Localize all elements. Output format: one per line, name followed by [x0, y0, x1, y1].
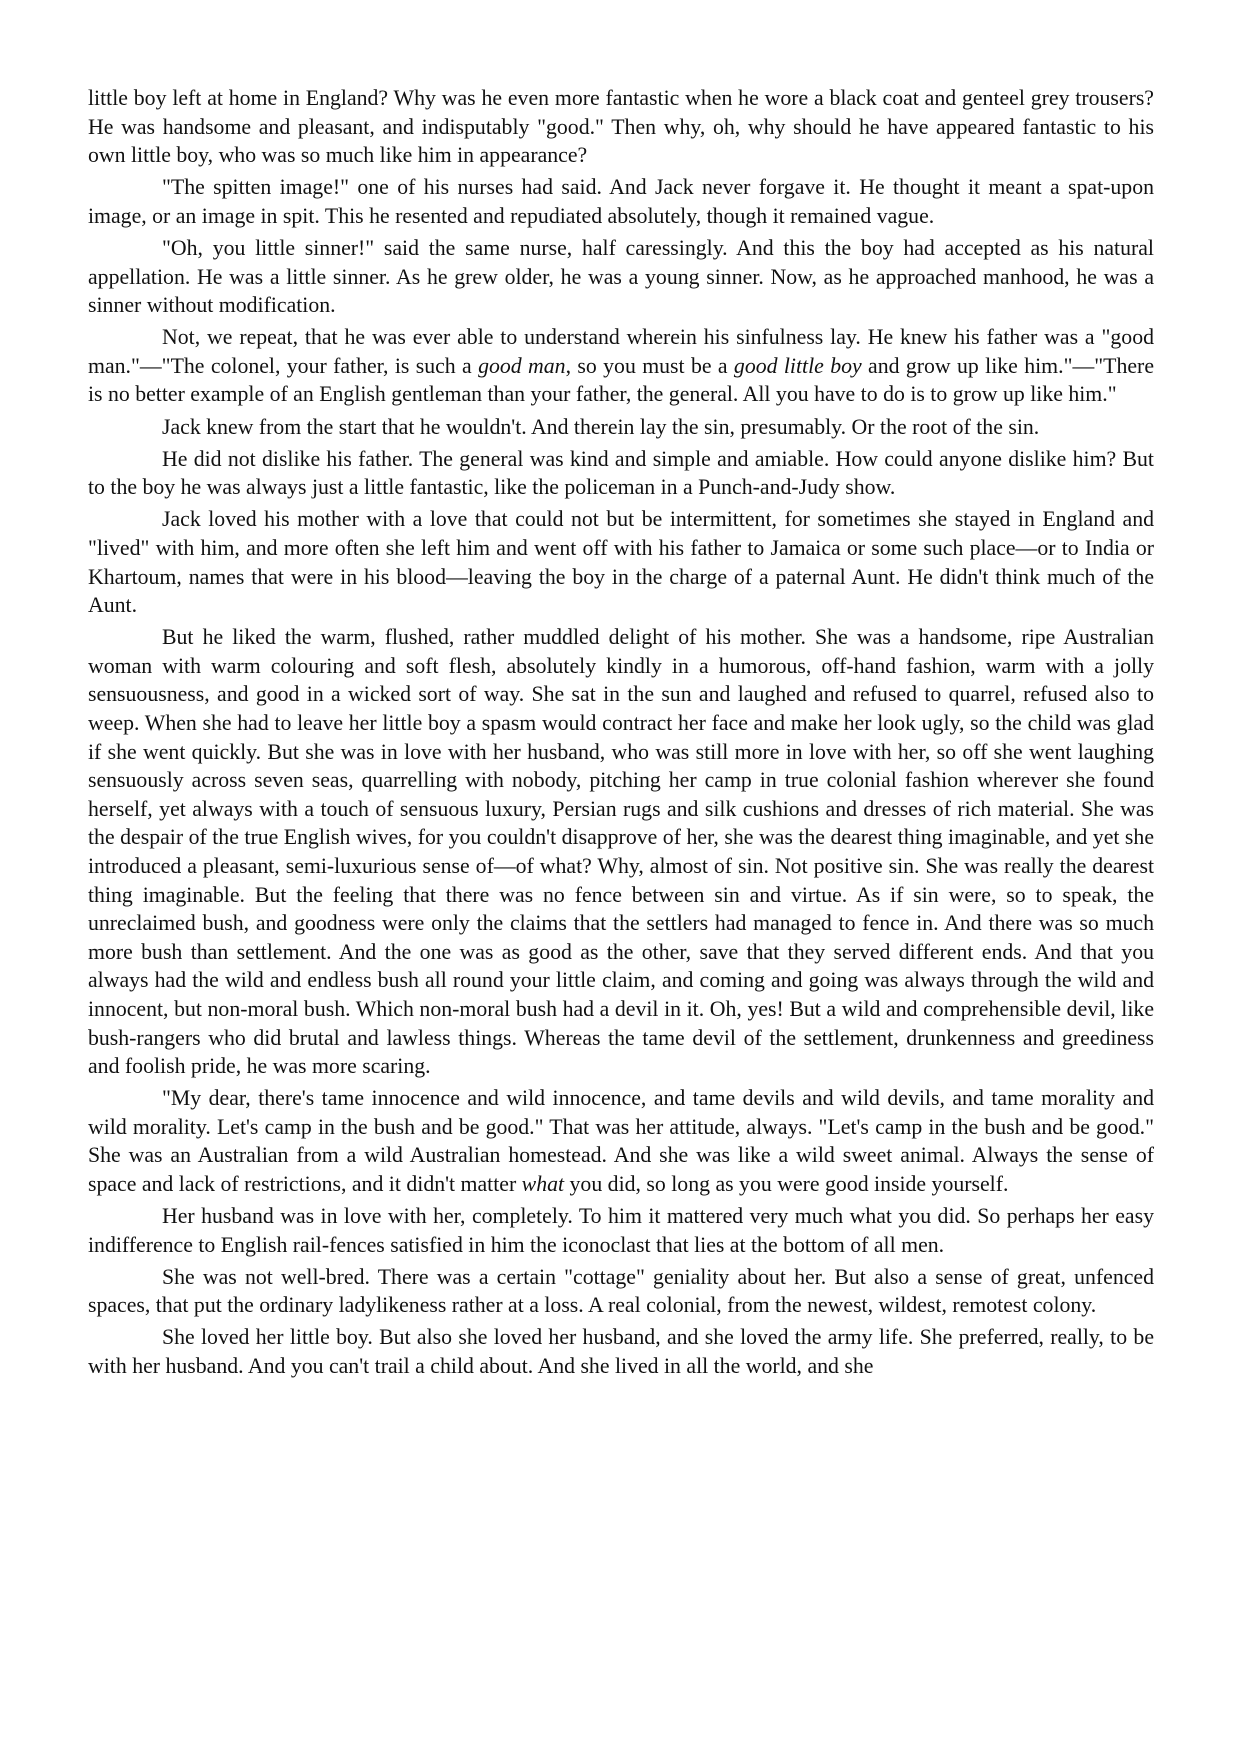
paragraph-7: Jack loved his mother with a love that could not but be intermittent, for sometimes she stayed in England and "lived" with him, and more often she left him and went off with his father to Jamaica or some such place—or to India or Khartoum, names that were in his blood—leaving the boy in the charge of a paternal Aunt. He didn't think much of the Aunt.	[88, 507, 1154, 618]
paragraph-9: "My dear, there's tame innocence and wild innocence, and tame devils and wild devils, and tame morality and wild morality. Let's camp in the bush and be good." That was her attitude, always. "Let's camp in the bush and be good." She was an Australian from a wild Australian homestead. And she was like a wild sweet animal. Always the sense of space and lack of restrictions, and it didn't matter what you did, so long as you were good inside yourself.	[88, 1086, 1154, 1196]
italic-good-little-boy: good little boy	[733, 353, 862, 378]
paragraph-4: Not, we repeat, that he was ever able to understand wherein his sinfulness lay. He knew his father was a "good man."—"The colonel, your father, is such a good man, so you must be a good little boy and grow up like him."—"There is no better example of an English gentleman than your father, the general. All you have to do is to grow up like him."	[88, 325, 1154, 407]
paragraph-1: little boy left at home in England? Why was he even more fantastic when he wore a black coat and genteel grey trousers? He was handsome and pleasant, and indisputably "good." Then why, oh, why should he have appeared fantastic to his own little boy, who was so much like him in appearance?	[88, 86, 1154, 168]
paragraph-3: "Oh, you little sinner!" said the same nurse, half caressingly. And this the boy had accepted as his natural appellation. He was a little sinner. As he grew older, he was a young sinner. Now, as he approached manhood, he was a sinner without modification.	[88, 235, 1154, 318]
paragraph-5: Jack knew from the start that he wouldn't. And therein lay the sin, presumably. Or the root of the sin.	[162, 414, 1040, 439]
paragraph-10: Her husband was in love with her, completely. To him it mattered very much what you did. So perhaps her easy indifference to English rail-fences satisfied in him the iconoclast that lies at the bottom of all men.	[88, 1204, 1154, 1257]
page-body	[88, 84, 1154, 1384]
paragraph-11: She was not well-bred. There was a certain "cottage" geniality about her. But also a sense of great, unfenced spaces, that put the ordinary ladylikeness rather at a loss. A real colonial, from the newest, wildest, remotest colony.	[88, 1264, 1154, 1318]
paragraph-8: But he liked the warm, flushed, rather muddled delight of his mother. She was a handsome, ripe Australian woman with warm colouring and soft flesh, absolutely kindly in a humorous, off-hand fashion, warm with a jolly sensuousness, and good in a wicked sort of way. She sat in the sun and laughed and refused to quarrel, refused also to weep. When she had to leave her little boy a spasm would contract her face and make her look ugly, so the child was glad if she went quickly. But she was in love with her husband, who was still more in love with her, so off she went laughing sensuously across seven seas, quarrelling with nobody, pitching her camp in true colonial fashion wherever she found herself, yet always with a touch of sensuous luxury, Persian rugs and silk cushions and dresses of rich material. She was the despair of the true English wives, for you couldn't disapprove of her, she was the dearest thing imaginable, and yet she introduced a pleasant, semi-luxurious sense of—of what? Why, almost of sin. Not positive sin. She was really the dearest thing imaginable. But the feeling that there was no fence between sin and virtue. As if sin were, so to speak, the unreclaimed bush, and goodness were only the claims that the settlers had managed to fence in. And there was so much more bush than settlement. And the one was as good as the other, save that they served different ends. And that you always had the wild and endless bush all round your little claim, and coming and going was always through the wild and innocent, but non-moral bush. Which non-moral bush had a devil in it. Oh, yes! But a wild and comprehensible devil, like bush-rangers who did brutal and lawless things. Whereas the tame devil of the settlement, drunkenness and greediness and foolish pride, he was more scaring.	[88, 625, 1154, 1079]
paragraph-6: He did not dislike his father. The general was kind and simple and amiable. How could anyone dislike him? But to the boy he was always just a little fantastic, like the policeman in a Punch-and-Judy show.	[88, 446, 1154, 500]
paragraph-2: "The spitten image!" one of his nurses had said. And Jack never forgave it. He thought it meant a spat-upon image, or an image in spit. This he resented and repudiated absolutely, though it remained vague.	[88, 175, 1154, 228]
italic-what: what	[521, 1171, 565, 1196]
paragraph-12: She loved her little boy. But also she loved her husband, and she loved the army life. She preferred, really, to be with her husband. And you can't trail a child about. And she lived in all the world, and she	[88, 1325, 1154, 1379]
italic-good-man: good man	[478, 353, 566, 378]
